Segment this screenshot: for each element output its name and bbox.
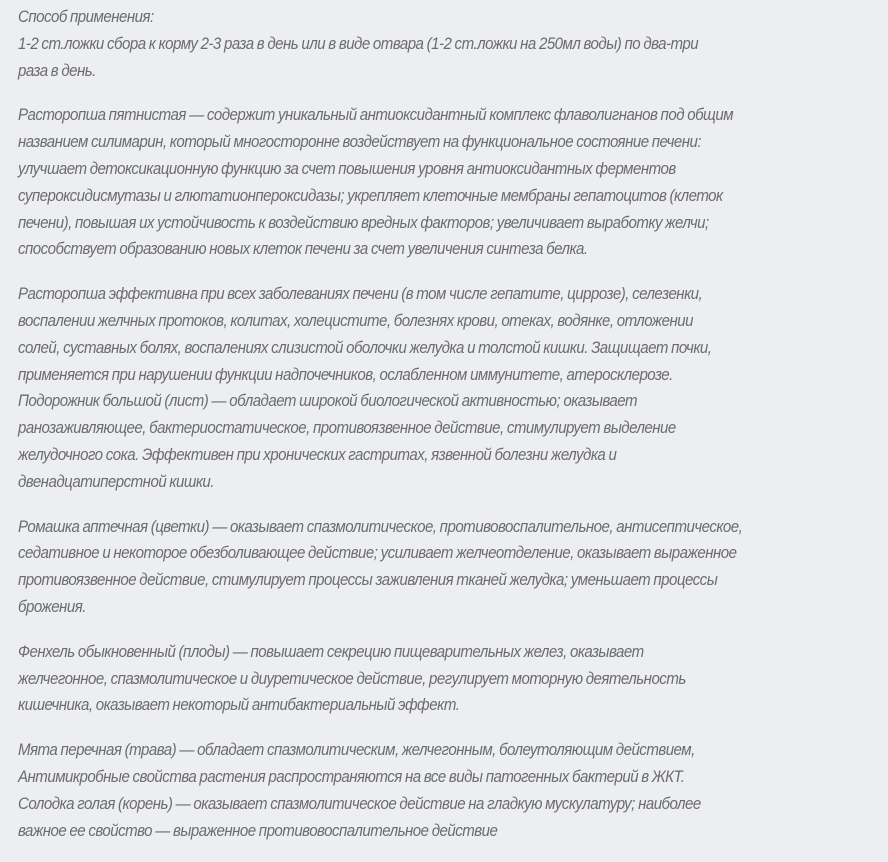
text-line: Расторопша пятнистая — содержит уникальный антиоксидантный комплекс флаволигнанов под общим (18, 106, 734, 125)
text-line: Ромашка аптечная (цветки) — оказывает спазмолитическое, противовоспалительное, антисептическое, (18, 517, 743, 536)
text-line: улучшает детоксикационную функцию за счет повышения уровня антиоксидантных ферментов (18, 159, 676, 178)
paragraph-milk-thistle-plantain (18, 281, 874, 495)
paragraph-fennel (18, 639, 874, 719)
text-line: Мята перечная (трава) — обладает спазмолитическим, желчегонным, болеутоляющим действием, (18, 741, 695, 760)
text-line: способствует образованию новых клеток печени за счет увеличения синтеза белка. (18, 240, 588, 259)
text-line: противоязвенное действие, стимулирует процессы заживления тканей желудка; уменьшает процессы (18, 571, 718, 590)
text-line: важное ее свойство — выраженное противовоспалительное действие (18, 821, 498, 840)
text-line: Солодка голая (корень) — оказывает спазмолитическое действие на гладкую мускулатуру; наиболее (18, 794, 701, 813)
text-line: седативное и некоторое обезболивающее действие; усиливает желчеотделение, оказывает выраженное (18, 544, 737, 563)
text-line: двенадцатиперстной кишки. (18, 472, 214, 491)
text-line: 1-2 ст.ложки сбора к корму 2-3 раза в день или в виде отвара (1-2 ст.ложки на 250мл воды) по два-три (18, 34, 699, 53)
text-line: желудочного сока. Эффективен при хронических гастритах, язвенной болезни желудка и (18, 445, 617, 464)
text-line: ранозаживляющее, бактериостатическое, противоязвенное действие, стимулирует выделение (18, 419, 676, 438)
text-line: брожения. (18, 597, 86, 616)
text-line: раза в день. (18, 61, 96, 80)
text-line: Антимикробные свойства растения распространяются на все виды патогенных бактерий в ЖКТ. (18, 767, 685, 786)
text-line: воспалении желчных протоков, колитах, холецистите, болезнях крови, отеках, водянке, отложении (18, 311, 694, 330)
paragraph-mint-licorice (18, 737, 874, 844)
text-line: кишечника, оказывает некоторый антибактериальный эффект. (18, 696, 460, 715)
text-line: Подорожник большой (лист) — обладает широкой биологической активностью; оказывает (18, 392, 638, 411)
text-line: применяется при нарушении функции надпочечников, ослабленном иммунитете, атеросклерозе. (18, 365, 673, 384)
usage-heading: Способ применения: (18, 8, 154, 26)
text-line: печени), повышая их устойчивость к воздействию вредных факторов; увеличивает выработку желчи; (18, 213, 709, 232)
paragraph-chamomile (18, 514, 874, 621)
paragraph-usage (18, 4, 874, 84)
text-line: супероксидисмутазы и глютатионпероксидазы; укрепляет клеточные мембраны гепатоцитов (клеток (18, 186, 723, 205)
text-line: Расторопша эффективна при всех заболеваниях печени (в том числе гепатите, циррозе), селезенки, (18, 285, 703, 304)
text-line: названием силимарин, который многосторонне воздействует на функциональное состояние печени: (18, 133, 702, 152)
text-line: Фенхель обыкновенный (плоды) — повышает секрецию пищеварительных желез, оказывает (18, 642, 644, 661)
paragraph-milk-thistle (18, 102, 874, 263)
text-line: солей, суставных болях, воспалениях слизистой оболочки желудка и толстой кишки. Защищает почки, (18, 338, 712, 357)
text-line: желчегонное, спазмолитическое и диуретическое действие, регулирует моторную деятельность (18, 669, 686, 688)
